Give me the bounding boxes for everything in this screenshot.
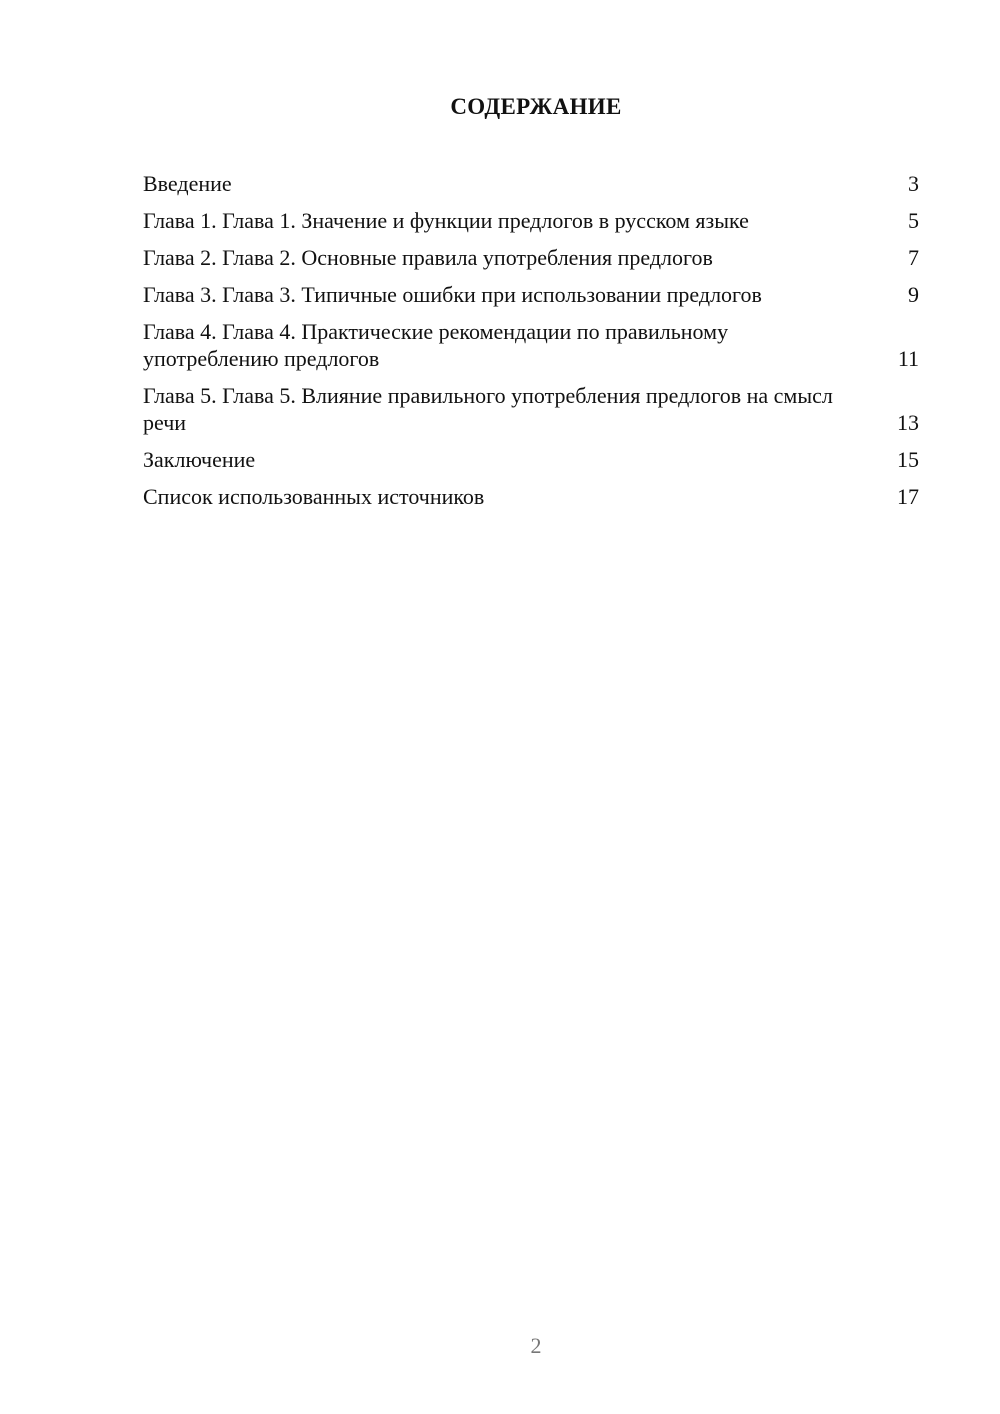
toc-entry-page: 17 xyxy=(897,484,919,509)
toc-entry-references[interactable] xyxy=(143,483,919,510)
toc-entry-text: Введение xyxy=(143,171,232,196)
toc-entry-page: 7 xyxy=(908,245,919,270)
toc-entry-text: Заключение xyxy=(143,447,256,472)
toc-entry-page: 15 xyxy=(897,447,919,472)
toc-entry-text: Глава 2. Глава 2. Основные правила употребления предлогов xyxy=(143,245,713,270)
toc-entry-chapter-4[interactable] xyxy=(143,318,919,372)
toc-entry-chapter-5[interactable] xyxy=(143,382,919,436)
toc-entry-text: Список использованных источников xyxy=(143,484,485,509)
table-of-contents xyxy=(143,170,919,520)
page-title: СОДЕРЖАНИЕ xyxy=(450,94,622,119)
toc-entry-text: Глава 5. Глава 5. Влияние правильного употребления предлогов на смысл речи xyxy=(143,383,833,435)
toc-entry-introduction[interactable] xyxy=(143,170,919,197)
toc-entry-page: 11 xyxy=(897,346,919,371)
toc-entry-chapter-1[interactable] xyxy=(143,207,919,234)
toc-entry-page: 13 xyxy=(897,410,919,435)
toc-entry-text: Глава 4. Глава 4. Практические рекомендации по правильному употреблению предлогов xyxy=(143,319,729,371)
page-number: 2 xyxy=(530,1333,542,1358)
toc-entry-text: Глава 1. Глава 1. Значение и функции предлогов в русском языке xyxy=(143,208,749,233)
toc-entry-chapter-2[interactable] xyxy=(143,244,919,271)
toc-entry-page: 3 xyxy=(908,171,919,196)
toc-entry-chapter-3[interactable] xyxy=(143,281,919,308)
toc-entry-text: Глава 3. Глава 3. Типичные ошибки при использовании предлогов xyxy=(143,282,762,307)
toc-entry-page: 5 xyxy=(908,208,919,233)
toc-entry-page: 9 xyxy=(908,282,919,307)
toc-entry-conclusion[interactable] xyxy=(143,446,919,473)
